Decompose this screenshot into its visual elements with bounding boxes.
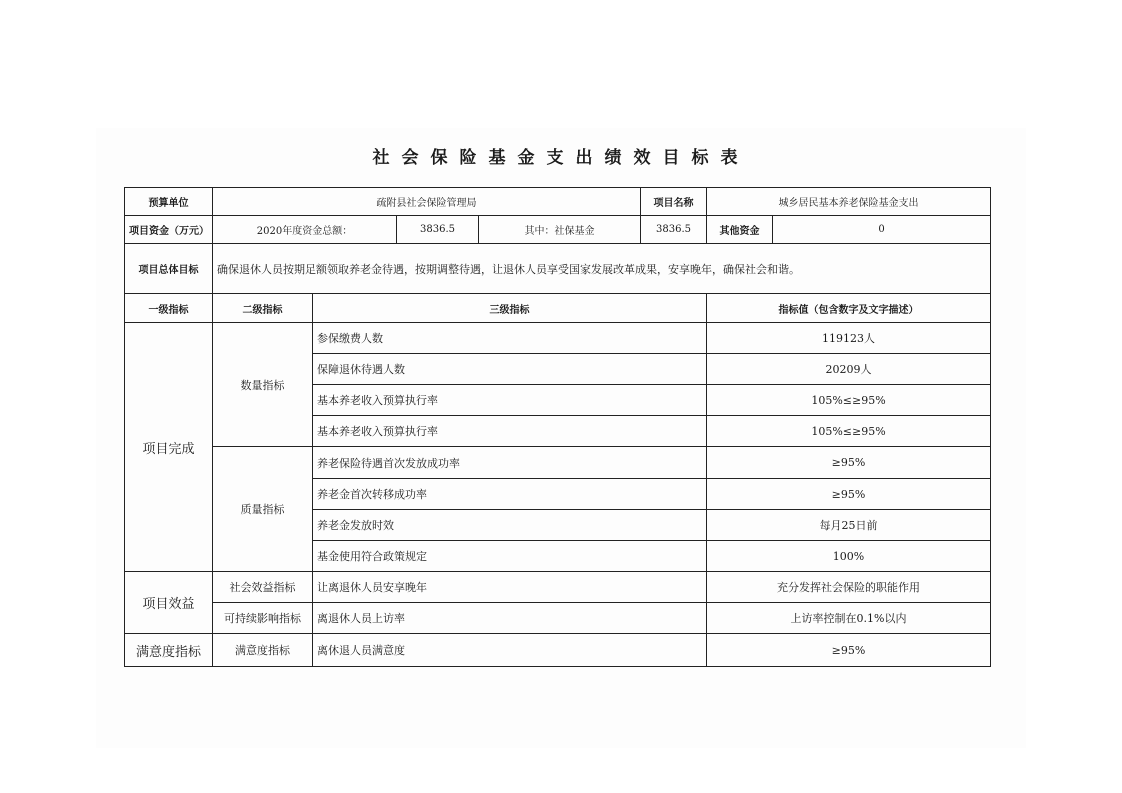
value-cell: 充分发挥社会保险的职能作用 xyxy=(707,572,991,603)
indicator-cell: 让离退休人员安享晚年 xyxy=(313,572,707,603)
subgroup-sustain: 可持续影响指标 xyxy=(213,603,313,634)
indicator-cell: 养老保险待遇首次发放成功率 xyxy=(313,447,707,479)
subgroup-social: 社会效益指标 xyxy=(213,572,313,603)
performance-target-table xyxy=(124,187,991,667)
value-cell: 每月25日前 xyxy=(707,510,991,541)
level3-header: 三级指标 xyxy=(313,294,707,323)
group-benefit: 项目效益 xyxy=(125,572,213,634)
indicator-cell: 基本养老收入预算执行率 xyxy=(313,385,707,416)
project-name-value: 城乡居民基本养老保险基金支出 xyxy=(707,188,991,216)
indicator-cell: 基金使用符合政策规定 xyxy=(313,541,707,572)
budget-unit-label: 预算单位 xyxy=(125,188,213,216)
value-cell: 20209人 xyxy=(707,354,991,385)
level2-header: 二级指标 xyxy=(213,294,313,323)
indicator-cell: 保障退休待遇人数 xyxy=(313,354,707,385)
column-header-row xyxy=(125,294,991,323)
other-funds-value: 0 xyxy=(773,216,991,244)
budget-unit-value: 疏附县社会保险管理局 xyxy=(213,188,641,216)
value-cell: 105%≤≥95% xyxy=(707,385,991,416)
value-header: 指标值（包含数字及文字描述） xyxy=(707,294,991,323)
table-row xyxy=(125,323,991,354)
project-name-label: 项目名称 xyxy=(641,188,707,216)
value-cell: ≥95% xyxy=(707,634,991,667)
value-cell: ≥95% xyxy=(707,479,991,510)
value-cell: ≥95% xyxy=(707,447,991,479)
subgroup-satisfaction: 满意度指标 xyxy=(213,634,313,667)
total-funds-label: 2020年度资金总额： xyxy=(213,216,397,244)
social-fund-label: 其中：社保基金 xyxy=(479,216,641,244)
goal-label: 项目总体目标 xyxy=(125,244,213,294)
table-row xyxy=(125,603,991,634)
funds-row xyxy=(125,216,991,244)
indicator-cell: 养老金首次转移成功率 xyxy=(313,479,707,510)
group-completion: 项目完成 xyxy=(125,323,213,572)
value-cell: 105%≤≥95% xyxy=(707,416,991,447)
level1-header: 一级指标 xyxy=(125,294,213,323)
value-cell: 100% xyxy=(707,541,991,572)
total-funds-value: 3836.5 xyxy=(397,216,479,244)
page-title: 社会保险基金支出绩效目标表 xyxy=(372,148,750,168)
table-row xyxy=(125,447,991,479)
indicator-cell: 参保缴费人数 xyxy=(313,323,707,354)
subgroup-quality: 质量指标 xyxy=(213,447,313,572)
social-fund-value: 3836.5 xyxy=(641,216,707,244)
indicator-cell: 离休退人员满意度 xyxy=(313,634,707,667)
indicator-cell: 基本养老收入预算执行率 xyxy=(313,416,707,447)
budget-unit-row xyxy=(125,188,991,216)
goal-value: 确保退休人员按期足额领取养老金待遇，按期调整待遇，让退休人员享受国家发展改革成果，安享晚年，确保社会和谐。 xyxy=(213,244,991,294)
goal-row xyxy=(125,244,991,294)
indicator-cell: 养老金发放时效 xyxy=(313,510,707,541)
funds-label: 项目资金（万元） xyxy=(125,216,213,244)
value-cell: 上访率控制在0.1%以内 xyxy=(707,603,991,634)
subgroup-quantity: 数量指标 xyxy=(213,323,313,447)
group-satisfaction: 满意度指标 xyxy=(125,634,213,667)
other-funds-label: 其他资金 xyxy=(707,216,773,244)
table-row xyxy=(125,572,991,603)
table-row xyxy=(125,634,991,667)
indicator-cell: 离退休人员上访率 xyxy=(313,603,707,634)
value-cell: 119123人 xyxy=(707,323,991,354)
